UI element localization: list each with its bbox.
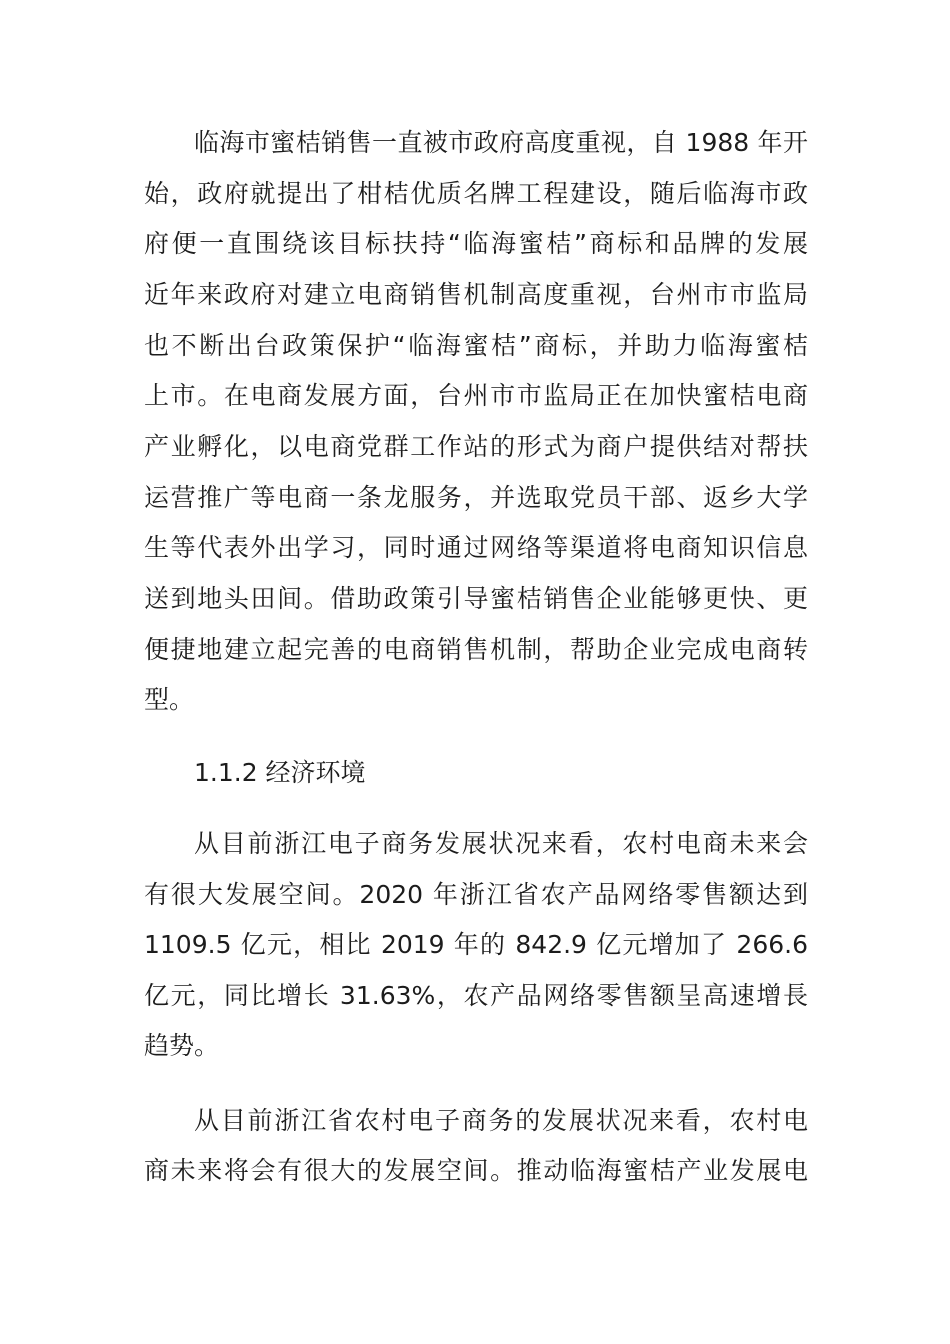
- text-line: 始，政府就提出了柑桔优质名牌工程建设，随后临海市政: [144, 179, 808, 208]
- text-line: 生等代表外出学习，同时通过网络等渠道将电商知识信息: [144, 533, 808, 562]
- text-line: 有很大发展空间。2020 年浙江省农产品网络零售额达到: [144, 880, 808, 909]
- text-line: 便捷地建立起完善的电商销售机制，帮助企业完成电商转: [144, 635, 808, 664]
- text-line: 上市。在电商发展方面，台州市市监局正在加快蜜桔电商: [144, 381, 808, 410]
- text-line: 临海市蜜桔销售一直被市政府高度重视，自 1988 年开: [194, 128, 808, 157]
- text-line: 产业孵化，以电商党群工作站的形式为商户提供结对帮扶: [144, 432, 808, 461]
- text-line: 从目前浙江电子商务发展状况来看，农村电商未来会: [194, 829, 808, 858]
- text-line: 运营推广等电商一条龙服务，并选取党员干部、返乡大学: [144, 483, 808, 512]
- text-line: 近年来政府对建立电商销售机制高度重视，台州市市监局: [144, 280, 808, 309]
- text-line: 趋势。: [144, 1031, 220, 1060]
- text-line: 亿元，同比增长 31.63%，农产品网络零售额呈高速增長: [144, 981, 808, 1010]
- text-line: 送到地头田间。借助政策引导蜜桔销售企业能够更快、更: [144, 584, 808, 613]
- text-line: 也不断出台政策保护“临海蜜桔”商标，并助力临海蜜桔: [144, 331, 808, 360]
- text-line: 1109.5 亿元，相比 2019 年的 842.9 亿元增加了 266.6: [144, 930, 808, 959]
- section-heading: 1.1.2 经济环境: [194, 758, 366, 787]
- text-line: 商未来将会有很大的发展空间。推动临海蜜桔产业发展电: [144, 1156, 808, 1185]
- text-line: 型。: [144, 685, 195, 714]
- text-line: 从目前浙江省农村电子商务的发展状况来看，农村电: [194, 1106, 808, 1135]
- text-line: 府便一直围绕该目标扶持“临海蜜桔”商标和品牌的发展: [144, 229, 808, 258]
